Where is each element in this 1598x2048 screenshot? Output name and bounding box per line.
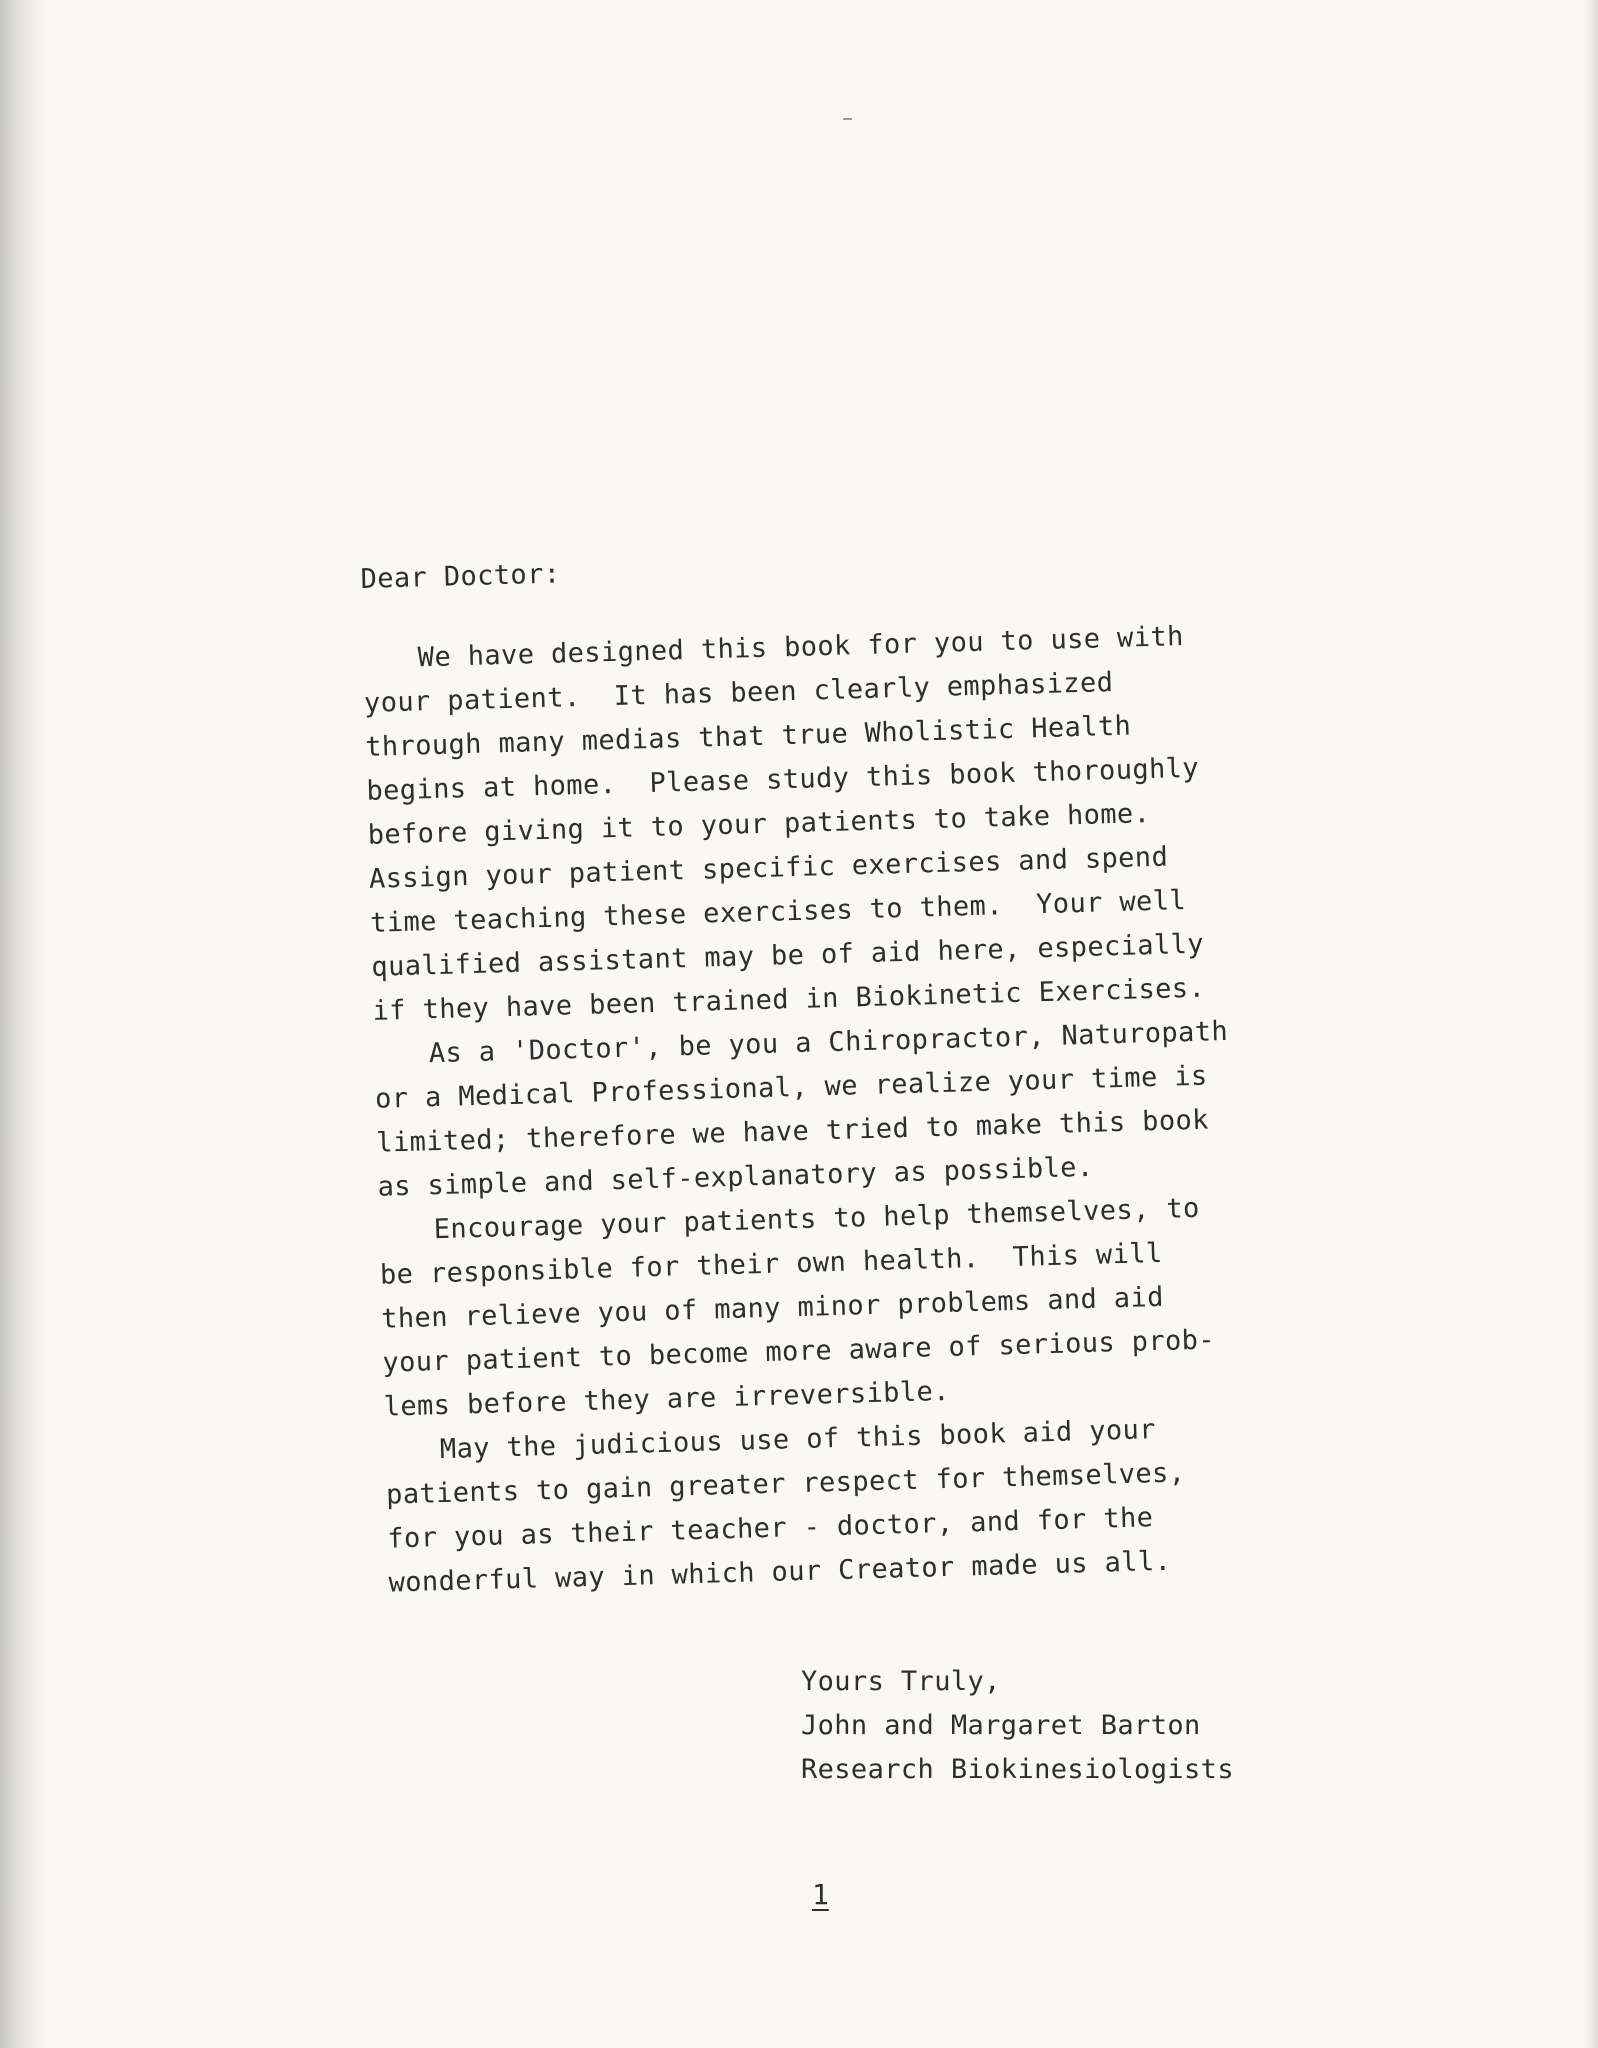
paragraph-line: then relieve you of many minor problems and aid <box>380 1281 1165 1335</box>
paragraph-line: qualified assistant may be of aid here, especially <box>371 928 1205 983</box>
paragraph-line: Assign your patient specific exercises and spend <box>368 841 1169 895</box>
paragraph-line: if they have been trained in Biokinetic Exercises. <box>372 972 1206 1027</box>
paragraph-line: begins at home. Please study this book thoroughly <box>366 752 1200 807</box>
paragraph-line: lems before they are irreversible. <box>383 1375 951 1423</box>
salutation: Dear Doctor: <box>360 558 561 595</box>
paragraph-3 <box>378 1181 1404 1429</box>
letter-body <box>360 530 1414 1804</box>
valediction: Yours Truly, <box>800 1666 1001 1698</box>
page-number: 1 <box>812 1878 829 1911</box>
paragraph-line: We have designed this book for you to use with <box>417 621 1185 674</box>
binding-shadow <box>0 0 46 2048</box>
paragraph-line: for you as their teacher - doctor, and for the <box>386 1502 1154 1555</box>
paragraph-line: your patient. It has been clearly emphasized <box>363 667 1114 719</box>
paragraph-1 <box>362 609 1393 1033</box>
paragraph-line: Encourage your patients to help themselves, to <box>433 1192 1201 1246</box>
paragraph-line: May the judicious use of this book aid your <box>439 1414 1157 1466</box>
paragraph-line: patients to gain greater respect for themselves, <box>385 1457 1186 1511</box>
paragraph-line: or a Medical Professional, we realize your time is <box>374 1060 1209 1115</box>
paragraph-line: be responsible for their own health. This will <box>379 1237 1163 1291</box>
paragraph-line: As a 'Doctor', be you a Chiropractor, Naturopath <box>428 1015 1229 1070</box>
paragraph-line: through many medias that true Wholistic Health <box>364 710 1132 763</box>
signatory-title: Research Biokinesiologists <box>800 1754 1234 1786</box>
paragraph-line: wonderful way in which our Creator made us all. <box>388 1545 1172 1599</box>
paragraph-line: as simple and self-explanatory as possible. <box>377 1151 1094 1203</box>
signatory-names: John and Margaret Barton <box>800 1710 1201 1742</box>
paragraph-line: time teaching these exercises to them. Your well <box>369 885 1187 939</box>
letter-closing <box>801 1660 1411 1792</box>
paragraph-2 <box>373 1005 1398 1209</box>
stray-mark <box>843 118 852 120</box>
paragraph-4 <box>384 1401 1409 1605</box>
page-edge <box>1584 0 1598 2048</box>
paragraph-line: before giving it to your patients to take home. <box>367 798 1151 851</box>
paragraph-line: limited; therefore we have tried to make this book <box>375 1104 1210 1159</box>
paragraph-line: your patient to become more aware of serious prob- <box>382 1324 1216 1379</box>
